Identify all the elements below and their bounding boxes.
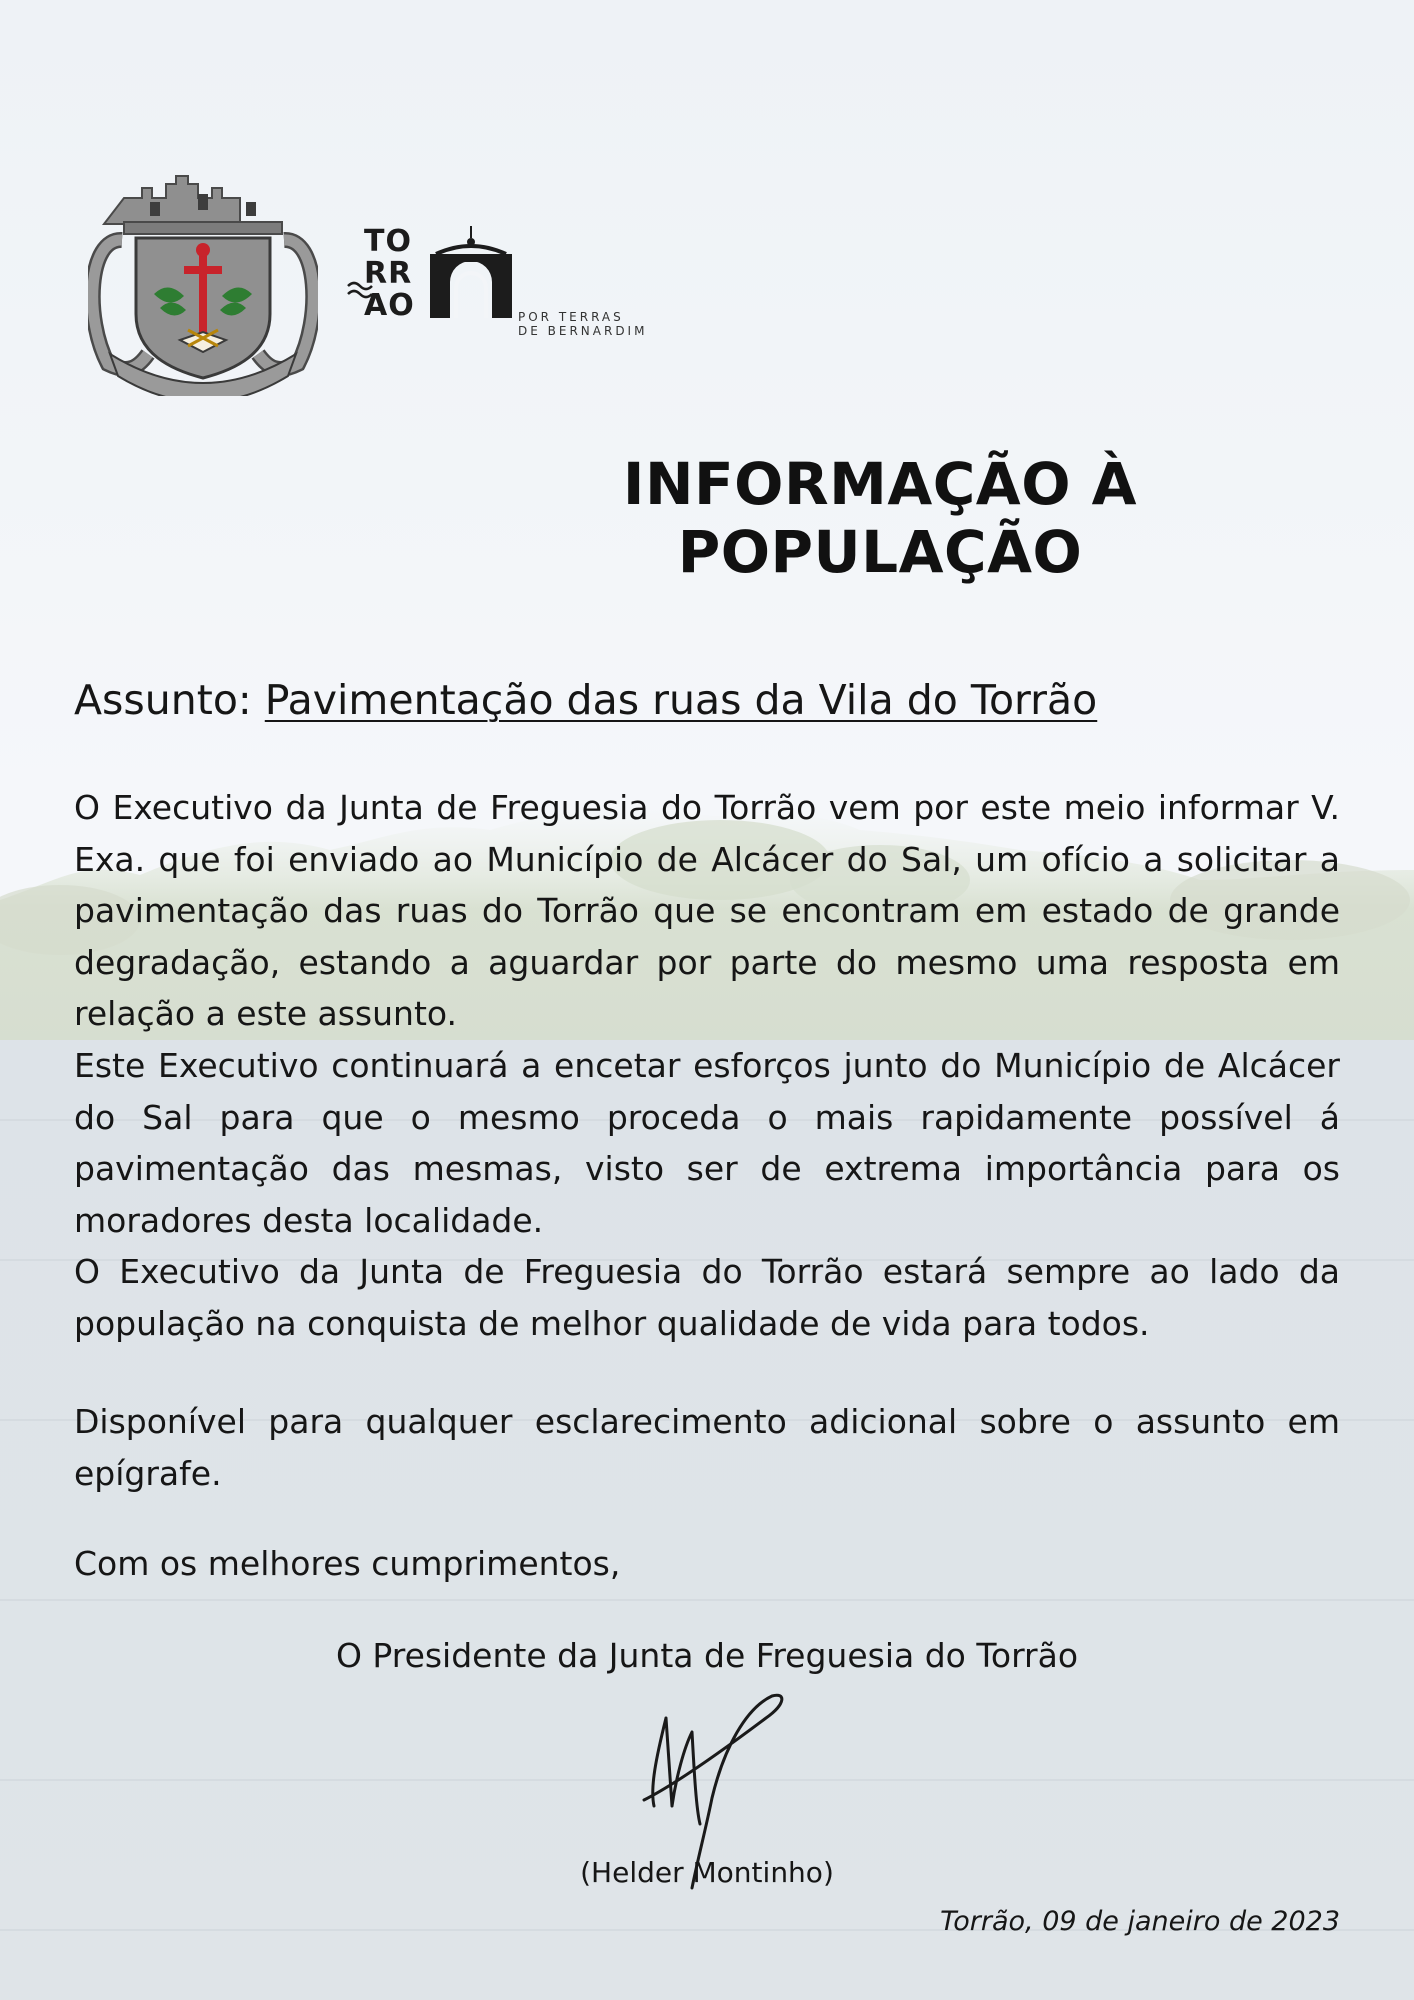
body-paragraph-4: Disponível para qualquer esclarecimento adicional sobre o assunto em epígrafe. <box>74 1402 1340 1493</box>
document-date: Torrão, 09 de janeiro de 2023 <box>940 1906 1340 1937</box>
parish-coat-of-arms-logo <box>88 168 318 396</box>
arch-gate-icon <box>426 224 516 324</box>
torrao-brand-logo <box>348 224 668 340</box>
wave-icon <box>346 280 374 304</box>
logo-letters-3: AO <box>364 288 415 323</box>
subject-line <box>74 676 1097 724</box>
logo-letters-1: TO <box>364 224 412 259</box>
signer-role: O Presidente da Junta de Freguesia do Torrão <box>335 1636 1079 1675</box>
subject-label: Assunto: <box>74 676 252 724</box>
tagline-line-2: DE BERNARDIM <box>518 324 648 338</box>
body-paragraph-3: O Executivo da Junta de Freguesia do Torrão estará sempre ao lado da população na conquista de melhor qualidade de vida para todos. <box>74 1252 1340 1343</box>
subject-text: Pavimentação das ruas da Vila do Torrão <box>264 676 1098 724</box>
body-paragraph-1: O Executivo da Junta de Freguesia do Torrão vem por este meio informar V. Exa. que foi enviado ao Município de Alcácer do Sal, um ofício a solicitar a pavimentação das ruas do Torrão que se encontram em estado de grande degradação, estando a aguardar por parte do mesmo uma resposta em relação a este assunto. <box>74 788 1340 1033</box>
body-paragraph-2: Este Executivo continuará a encetar esforços junto do Município de Alcácer do Sal para que o mesmo proceda o mais rapidamente possível á pavimentação das mesmas, visto ser de extrema importância para os moradores desta localidade. <box>74 1046 1340 1240</box>
logo-tagline <box>518 310 647 338</box>
signer-name: (Helder Montinho) <box>580 1856 834 1889</box>
tagline-line-1: POR TERRAS <box>518 310 624 324</box>
closing-line: Com os melhores cumprimentos, <box>74 1544 621 1583</box>
page-title: INFORMAÇÃO À POPULAÇÃO <box>622 450 1138 586</box>
logo-letters-2: RR <box>364 256 413 291</box>
